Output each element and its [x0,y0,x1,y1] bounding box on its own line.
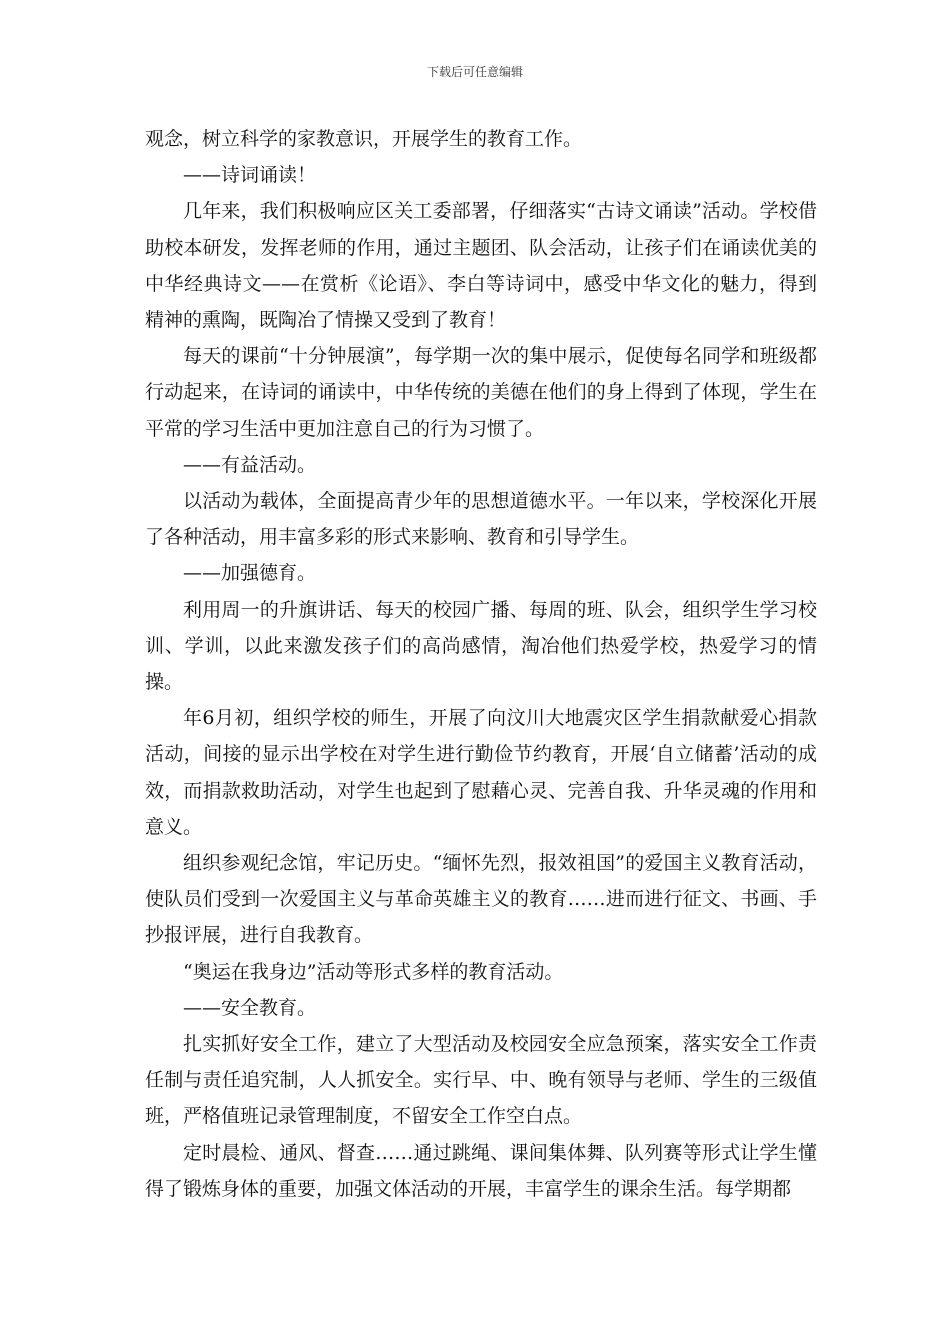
paragraph: 利用周一的升旗讲话、每天的校园广播、每周的班、队会，组织学生学习校训、学训，以此来激发孩子们的高尚感情，淘冶他们热爱学校，热爱学习的情操。 [145,598,817,694]
paragraph: 以活动为载体，全面提高青少年的思想道德水平。一年以来，学校深化开展了各种活动，用丰富多彩的形式来影响、教育和引导学生。 [145,490,817,549]
document-body [145,121,817,1207]
paragraph: 几年来，我们积极响应区关工委部署，仔细落实“古诗文诵读”活动。学校借助校本研发，发挥老师的作用，通过主题团、队会活动，让孩子们在诵读优美的中华经典诗文——在赏析《论语》、李白等诗词中，感受中华文化的魅力，得到精神的熏陶，既陶冶了情操又受到了教育！ [145,200,817,332]
page-header: 下载后可任意编辑 [426,65,523,79]
paragraph: 定时晨检、通风、督查……通过跳绳、课间集体舞、队列赛等形式让学生懂得了锻炼身体的重要，加强文体活动的开展，丰富学生的课余生活。每学期都 [145,1141,817,1200]
section-heading: ——有益活动。 [183,453,317,476]
paragraph: 扎实抓好安全工作，建立了大型活动及校园安全应急预案，落实安全工作责任制与责任追究制，人人抓安全。实行早、中、晚有领导与老师、学生的三级值班，严格值班记录管理制度，不留安全工作空白点。 [145,1033,817,1128]
paragraph: 观念，树立科学的家教意识，开展学生的教育工作。 [145,128,583,150]
paragraph: 年6月初，组织学校的师生，开展了向汶川大地震灾区学生捐款献爱心捐款活动，间接的显示出学校在对学生进行勤俭节约教育，开展‘自立储蓄’活动的成效，而捐款救助活动，对学生也起到了慰藉心灵、完善自我、升华灵魂的作用和意义。 [145,707,817,838]
paragraph: 组织参观纪念馆，牢记历史。“缅怀先烈，报效祖国”的爱国主义教育活动，使队员们受到一次爱国主义与革命英雄主义的教育……进而进行征文、书画、手抄报评展，进行自我教育。 [145,852,817,947]
paragraph: “奥运在我身边”活动等形式多样的教育活动。 [183,960,564,983]
section-heading: ——加强德育。 [183,562,317,585]
section-heading: ——诗词诵读！ [183,164,317,187]
section-heading: ——安全教育。 [183,996,317,1019]
paragraph: 每天的课前“十分钟展演”，每学期一次的集中展示，促使每名同学和班级都行动起来，在诗词的诵读中，中华传统的美德在他们的身上得到了体现，学生在平常的学习生活中更加注意自己的行为习惯了。 [145,345,817,440]
